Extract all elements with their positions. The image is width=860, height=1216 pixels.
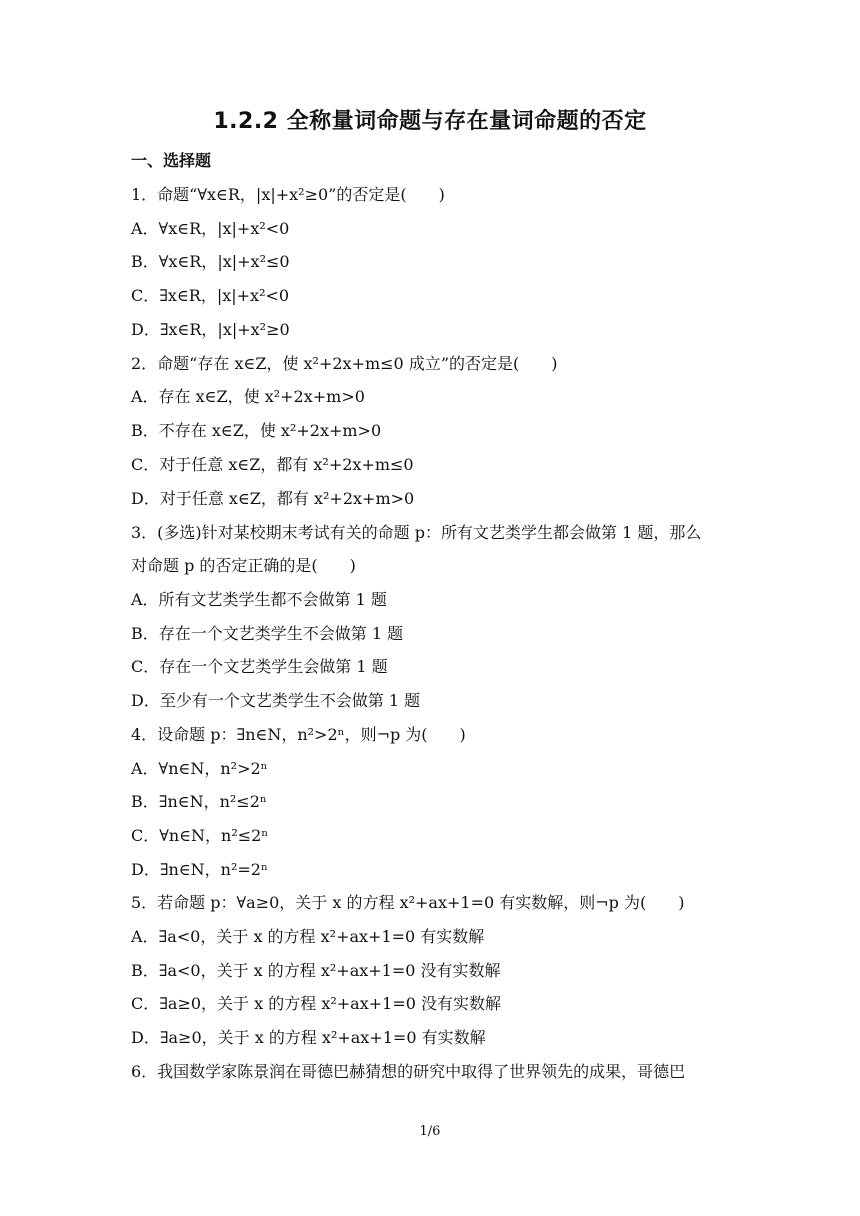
- option-line: C．∃x∈R，|x|+x²<0: [131, 286, 290, 305]
- question-line: 2．命题“存在 x∈Z，使 x²+2x+m≤0 成立”的否定是( ): [131, 354, 558, 373]
- option-line: B．∃a<0，关于 x 的方程 x²+ax+1=0 没有实数解: [131, 961, 501, 980]
- option-line: A．∀n∈N，n²>2ⁿ: [131, 759, 268, 778]
- option-line: A．存在 x∈Z，使 x²+2x+m>0: [131, 387, 365, 406]
- question-line: 4．设命题 p：∃n∈N，n²>2ⁿ，则¬p 为( ): [131, 725, 466, 744]
- option-line: C．∃a≥0，关于 x 的方程 x²+ax+1=0 没有实数解: [131, 994, 501, 1013]
- page-number: 1/6: [419, 1124, 441, 1139]
- option-line: B．存在一个文艺类学生不会做第 1 题: [131, 624, 404, 643]
- option-line: B．不存在 x∈Z，使 x²+2x+m>0: [131, 421, 382, 440]
- option-line: B．∀x∈R，|x|+x²≤0: [131, 252, 290, 271]
- option-line: D．至少有一个文艺类学生不会做第 1 题: [131, 691, 421, 710]
- option-line: A．所有文艺类学生都不会做第 1 题: [131, 590, 387, 609]
- option-line: C．对于任意 x∈Z，都有 x²+2x+m≤0: [131, 455, 414, 474]
- section-heading: 一、选择题: [131, 151, 212, 170]
- question-line: 对命题 p 的否定正确的是( ): [131, 556, 356, 575]
- document-title: 1.2.2 全称量词命题与存在量词命题的否定: [213, 109, 647, 134]
- option-line: D．对于任意 x∈Z，都有 x²+2x+m>0: [131, 489, 415, 508]
- option-line: A．∀x∈R，|x|+x²<0: [131, 219, 290, 238]
- option-line: B．∃n∈N，n²≤2ⁿ: [131, 792, 267, 811]
- question-line: 6．我国数学家陈景润在哥德巴赫猜想的研究中取得了世界领先的成果，哥德巴: [131, 1062, 686, 1081]
- option-line: C．存在一个文艺类学生会做第 1 题: [131, 657, 388, 676]
- option-line: D．∃n∈N，n²=2ⁿ: [131, 860, 268, 879]
- option-line: D．∃a≥0，关于 x 的方程 x²+ax+1=0 有实数解: [131, 1028, 486, 1047]
- option-line: C．∀n∈N，n²≤2ⁿ: [131, 826, 269, 845]
- option-line: D．∃x∈R，|x|+x²≥0: [131, 320, 290, 339]
- question-line: 1．命题“∀x∈R，|x|+x²≥0”的否定是( ): [131, 185, 445, 204]
- option-line: A．∃a<0，关于 x 的方程 x²+ax+1=0 有实数解: [131, 927, 485, 946]
- question-line: 3．(多选)针对某校期末考试有关的命题 p：所有文艺类学生都会做第 1 题，那么: [131, 523, 702, 542]
- question-line: 5．若命题 p：∀a≥0，关于 x 的方程 x²+ax+1=0 有实数解，则¬p 为( ): [131, 893, 685, 912]
